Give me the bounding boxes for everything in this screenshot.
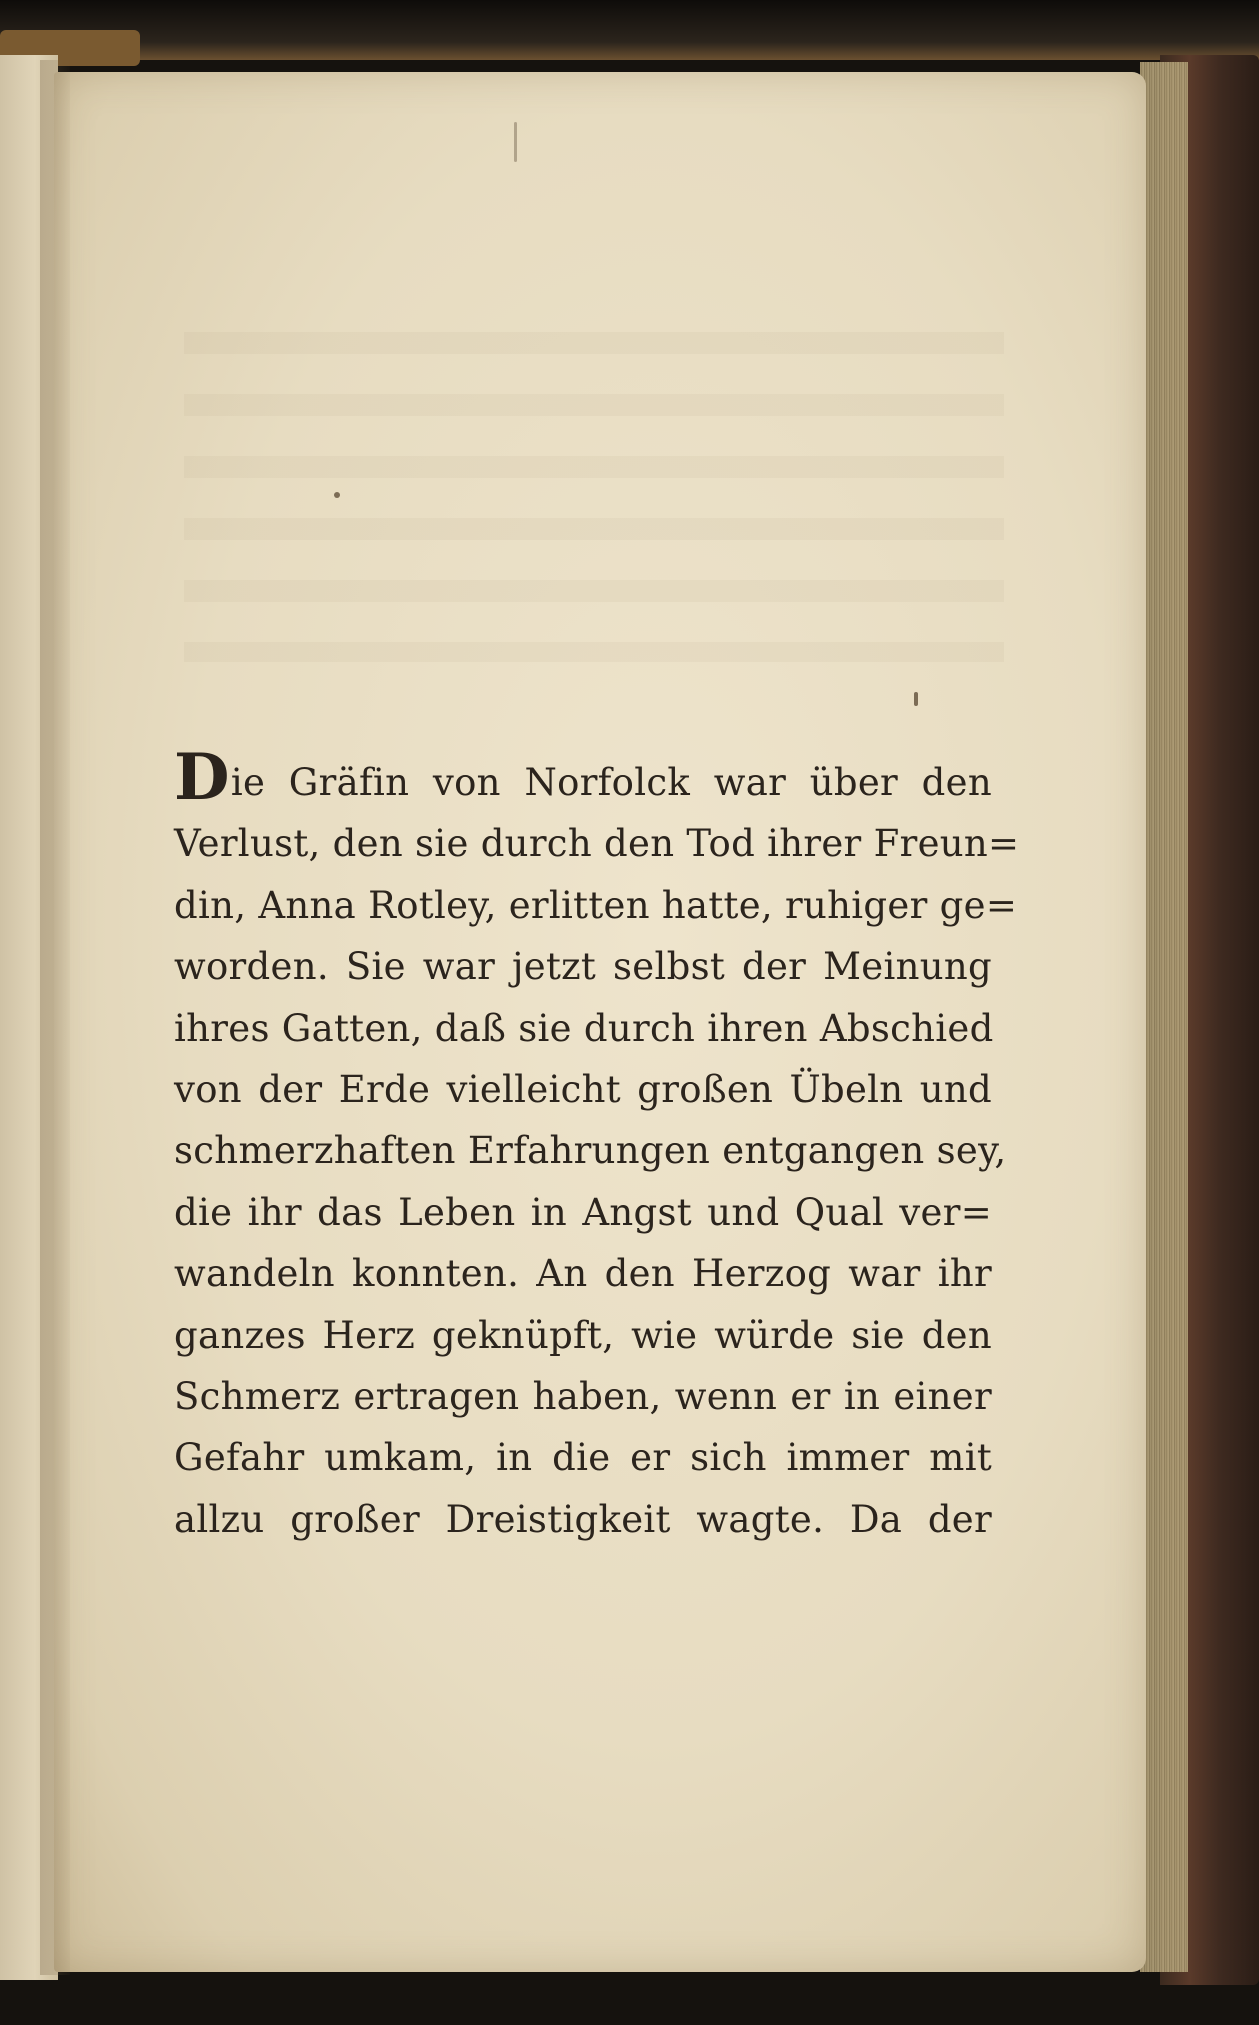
- text-line: die ihr das Leben in Angst und Qual ver=: [174, 1190, 992, 1234]
- text-line: worden. Sie war jetzt selbst der Meinung: [174, 945, 992, 989]
- text-line: allzu großer Dreistigkeit wagte. Da der: [174, 1497, 992, 1541]
- page-gutter: [40, 60, 70, 1975]
- text-line: Gefahr umkam, in die er sich immer mit: [174, 1436, 992, 1480]
- text-line: ihres Gatten, daß sie durch ihren Abschied: [174, 1006, 994, 1050]
- text-line: Die Gräfin von Norfolck war über den: [174, 740, 992, 815]
- drop-cap: D: [174, 740, 230, 815]
- book-page: [54, 72, 1146, 1972]
- text-line: din, Anna Rotley, erlitten hatte, ruhiger ge=: [174, 883, 1018, 927]
- text-line: ganzes Herz geknüpft, wie würde sie den: [174, 1313, 992, 1357]
- text-line: Schmerz ertragen haben, wenn er in einer: [174, 1375, 992, 1419]
- text-line: schmerzhaften Erfahrungen entgangen sey,: [174, 1129, 1007, 1173]
- page-edges: [1140, 62, 1188, 1972]
- page-text: [174, 740, 1020, 1550]
- text-line: Verlust, den sie durch den Tod ihrer Freun=: [174, 822, 1020, 866]
- text-line: von der Erde vielleicht großen Übeln und: [174, 1068, 992, 1112]
- text-line: wandeln konnten. An den Herzog war ihr: [174, 1252, 992, 1296]
- show-through: [184, 332, 1004, 662]
- background-top: [0, 0, 1259, 60]
